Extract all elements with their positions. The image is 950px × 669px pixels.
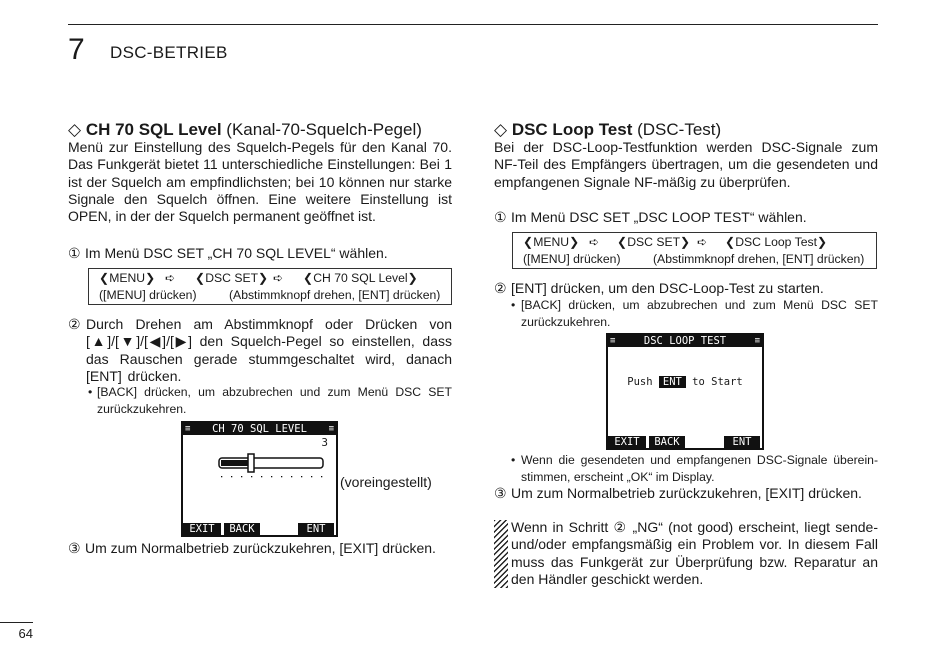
right-intro: Bei der DSC-Loop-Testfunktion werden DSC-Signale zum NF-Teil des Empfängers übertragen, um die gesendeten und empfangenen Signale NF-mäßig zu überprüfen. bbox=[494, 139, 878, 190]
softkey-back[interactable]: BACK bbox=[224, 523, 260, 535]
lcd-level-value: 3 bbox=[321, 436, 328, 449]
diamond-icon: ◇ bbox=[68, 120, 82, 139]
lcd-ch70-sql-level bbox=[181, 421, 338, 537]
right-step-2 bbox=[494, 280, 878, 297]
step-number: ③ bbox=[68, 540, 81, 556]
right-note: Wenn in Schritt ② „NG“ (not good) erscheint, liegt sende- und/oder empfangsmäßig ein Problem vor. In diesem Fall muss das Funkgerät zur Überprüfung bzw. Reparatur an den Händler geschickt werden. bbox=[511, 519, 878, 587]
lcd-msg-pre: Push bbox=[627, 376, 653, 388]
left-bullet-text: [BACK] drücken, um abzubrechen und zum Menü DSC SET zurückzukehren. bbox=[97, 385, 452, 416]
menu-lines-icon: ≡ bbox=[185, 424, 191, 434]
lcd-title-bar bbox=[183, 423, 336, 435]
left-step-2-text: Durch Drehen am Abstimmknopf oder Drücken von [▲]/[▼]/[◀]/[▶] den Squelch-Pegel so einstellen, dass das Rauschen gerade stummgeschaltet wird, danach [ENT] drücken. bbox=[86, 316, 452, 384]
path-target: ❮CH 70 SQL Level❯ bbox=[303, 271, 418, 285]
lcd-title-bar bbox=[608, 335, 762, 347]
right-menu-path-box bbox=[512, 232, 877, 269]
right-step-1-text: Im Menü DSC SET „DSC LOOP TEST“ wählen. bbox=[511, 209, 807, 225]
lcd-msg-post: to Start bbox=[692, 376, 743, 388]
menu-lines-icon: ≡ bbox=[754, 336, 760, 346]
path-hint-menu: ([MENU] drücken) bbox=[99, 288, 197, 302]
page-number: 64 bbox=[0, 622, 33, 641]
step-number: ① bbox=[494, 209, 507, 225]
path-hint-knob: (Abstimmknopf drehen, [ENT] drücken) bbox=[653, 252, 865, 266]
path-dsc-set: ❮DSC SET❯ bbox=[617, 235, 691, 249]
path-menu: ❮MENU❯ bbox=[523, 235, 580, 249]
left-heading-rest: (Kanal-70-Squelch-Pegel) bbox=[221, 120, 422, 139]
slider-ticks bbox=[221, 476, 322, 477]
right-heading-rest: (DSC-Test) bbox=[632, 120, 722, 139]
slider-thumb bbox=[248, 454, 254, 472]
path-hint-knob: (Abstimmknopf drehen, [ENT] drücken) bbox=[229, 288, 441, 302]
diamond-icon: ◇ bbox=[494, 120, 508, 139]
path-arrow-icon: ➪ bbox=[589, 235, 600, 249]
lcd-ent-key: ENT bbox=[659, 376, 686, 388]
lcd-softkeys bbox=[183, 523, 336, 535]
bullet-dot: • bbox=[511, 298, 516, 312]
default-note: (voreingestellt) bbox=[340, 474, 432, 490]
slider-tick bbox=[221, 476, 222, 477]
slider-tick bbox=[291, 476, 292, 477]
slider-tick bbox=[231, 476, 232, 477]
path-target: ❮DSC Loop Test❯ bbox=[725, 235, 828, 249]
path-dsc-set: ❮DSC SET❯ bbox=[195, 271, 269, 285]
right-step-2-text: [ENT] drücken, um den DSC-Loop-Test zu starten. bbox=[511, 280, 824, 296]
slider-tick bbox=[241, 476, 242, 477]
right-step-1 bbox=[494, 209, 878, 226]
lcd-title: CH 70 SQL LEVEL bbox=[212, 423, 307, 435]
left-heading-bold: CH 70 SQL Level bbox=[85, 120, 222, 139]
lcd-dsc-loop-test bbox=[606, 333, 764, 450]
left-step-1-text: Im Menü DSC SET „CH 70 SQL LEVEL“ wählen. bbox=[85, 245, 388, 261]
slider-tick bbox=[301, 476, 302, 477]
path-menu: ❮MENU❯ bbox=[99, 271, 156, 285]
step-number: ③ bbox=[494, 485, 507, 501]
left-bullet bbox=[88, 384, 452, 417]
left-heading bbox=[68, 120, 422, 140]
left-intro: Menü zur Einstellung des Squelch-Pegels für den Kanal 70. Das Funkgerät bietet 11 unterschiedliche Einstellungen: Bei 1 ist der Squelch am empfindlichsten; bei 10 können nur starke Signale den Squelch öffnen. Eine weitere Einstellung ist OPEN, in der der Squelch permanent geöffnet ist. bbox=[68, 139, 452, 225]
slider-tick bbox=[321, 476, 322, 477]
right-bullet-1 bbox=[511, 297, 878, 330]
path-arrow-icon: ➪ bbox=[165, 271, 176, 285]
left-step-1 bbox=[68, 245, 452, 262]
right-bullet-2-text: Wenn die gesendeten und empfangenen DSC-Signale übereinstimmen, erscheint „OK“ im Display. bbox=[521, 453, 878, 484]
right-heading bbox=[494, 120, 721, 140]
path-arrow-icon: ➪ bbox=[273, 271, 284, 285]
menu-lines-icon: ≡ bbox=[328, 424, 334, 434]
slider-tick bbox=[311, 476, 312, 477]
sql-level-slider bbox=[217, 453, 327, 483]
left-step-3 bbox=[68, 540, 452, 557]
menu-lines-icon: ≡ bbox=[610, 336, 616, 346]
step-number: ② bbox=[68, 316, 81, 332]
slider-tick bbox=[251, 476, 252, 477]
slider-tick bbox=[281, 476, 282, 477]
right-bullet-1-text: [BACK] drücken, um abzubrechen und zum Menü DSC SET zurückzukehren. bbox=[521, 298, 878, 329]
right-heading-bold: DSC Loop Test bbox=[511, 120, 633, 139]
step-number: ② bbox=[494, 280, 507, 296]
bullet-dot: • bbox=[88, 385, 93, 399]
path-arrow-icon: ➪ bbox=[697, 235, 708, 249]
left-menu-path-box bbox=[88, 268, 452, 305]
softkey-back[interactable]: BACK bbox=[649, 436, 685, 448]
lcd-message bbox=[608, 376, 762, 388]
path-hint-menu: ([MENU] drücken) bbox=[523, 252, 621, 266]
chapter-title: DSC-BETRIEB bbox=[110, 43, 228, 62]
slider-tick bbox=[271, 476, 272, 477]
softkey-exit[interactable]: EXIT bbox=[608, 436, 646, 448]
left-step-2 bbox=[68, 316, 452, 385]
right-bullet-2 bbox=[511, 452, 878, 485]
softkey-ent[interactable]: ENT bbox=[298, 523, 334, 535]
slider-tick bbox=[261, 476, 262, 477]
slider-fill bbox=[221, 460, 251, 466]
right-step-3 bbox=[494, 485, 878, 502]
bullet-dot: • bbox=[511, 453, 516, 467]
left-step-3-text: Um zum Normalbetrieb zurückzukehren, [EXIT] drücken. bbox=[85, 540, 436, 556]
header-rule bbox=[68, 24, 878, 25]
note-hatch-icon bbox=[494, 520, 508, 588]
step-number: ① bbox=[68, 245, 81, 261]
lcd-title: DSC LOOP TEST bbox=[643, 335, 727, 347]
lcd-softkeys bbox=[608, 436, 762, 448]
softkey-exit[interactable]: EXIT bbox=[183, 523, 221, 535]
chapter-number: 7 bbox=[68, 33, 85, 66]
softkey-ent[interactable]: ENT bbox=[724, 436, 760, 448]
right-step-3-text: Um zum Normalbetrieb zurückzukehren, [EXIT] drücken. bbox=[511, 485, 862, 501]
